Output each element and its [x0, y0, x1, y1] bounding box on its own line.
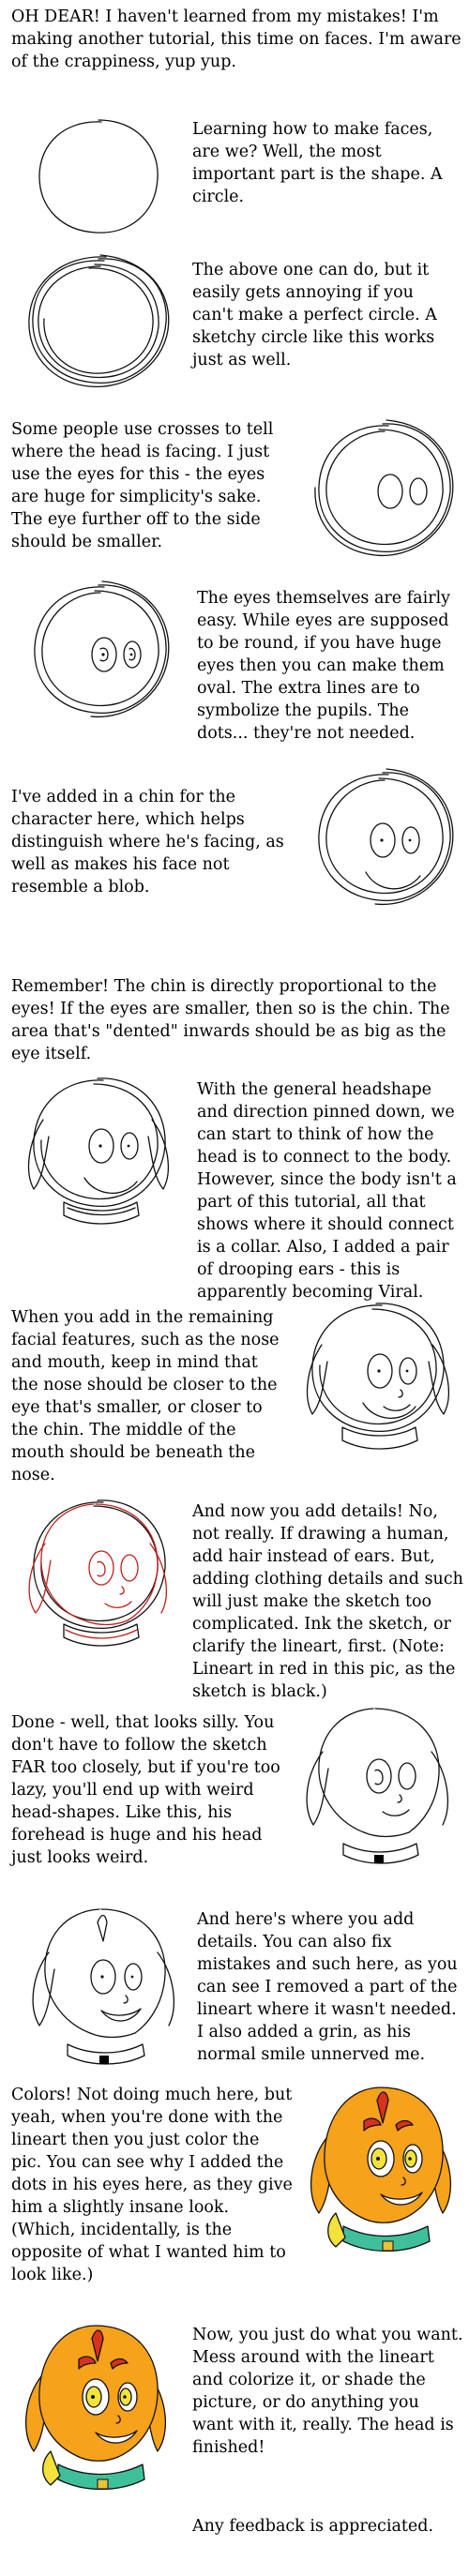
step-4-text: The eyes themselves are fairly easy. While eyes are supposed to be round, if you have huge eyes then you can make them oval. The extra lines are to symbolize the pupils. The dots... they're not needed. — [197, 589, 451, 743]
step-2-text: The above one can do, but it easily gets annoying if you can't make a perfect circle. A sketchy circle like this works just as well. — [192, 261, 437, 369]
step-10-text: Done - well, that looks silly. You don't have to follow the sketch FAR too closely, but if you're too lazy, you'll end up with weird head-shapes. Like this, his forehead is huge and his head just looks weird. — [11, 1713, 280, 1867]
colored-image — [298, 2072, 462, 2265]
step-11-text: And here's where you add details. You can also fix mistakes and such here, as you can see I removed a part of the lineart where it wasn't needed. I also added a grin, as his normal smile unnerved me. — [197, 1910, 458, 2064]
step-13-text: Now, you just do what you want. Mess around with the lineart and colorize it, or shade the picture, or do anything you want with it, really. The head is finished! — [192, 2326, 463, 2457]
intro-text: OH DEAR! I haven't learned from my mistakes! I'm making another tutorial, this time on faces. I'm aware of the crappiness, yup yup. — [11, 8, 461, 71]
sketchy-circle-image — [14, 246, 183, 396]
step-1-text: Learning how to make faces, are we? Well, the most important part is the shape. A circle. — [192, 120, 443, 206]
step-9-text: And now you add details! No, not really. If drawing a human, add hair instead of ears. But, adding clothing details and such will just make the sketch too complicated. Ink the sketch, or clarify the lineart, first. (Note: Lineart in red in this pic, as the sketch is black.) — [192, 1502, 463, 1701]
step-8-text: When you add in the remaining facial features, such as the nose and mouth, keep in mind that the nose should be closer to the eye that's smaller, or closer to the chin. The middle of the mouth should be beneath the nose. — [11, 1308, 280, 1484]
step-6-text: Remember! The chin is directly proportional to the eyes! If the eyes are smaller, then so is the chin. The area that's "dented" inwards should be as big as the eye itself. — [11, 977, 450, 1063]
details-image — [11, 1894, 189, 2091]
feedback-text: Any feedback is appreciated. — [192, 2517, 434, 2536]
collar-ears-image — [11, 1067, 185, 1245]
eye-detail-image — [14, 574, 183, 729]
chin-image — [300, 761, 464, 921]
step-7-text: With the general headshape and direction pinned down, we can start to think of how the head is to connect to the body. However, since the body isn't a part of this tutorial, all that shows where it should connect is a collar. Also, I added a pair of drooping ears - this is apparently becoming Viral. — [197, 1080, 457, 1302]
red-lineart-image — [11, 1489, 185, 1667]
sketch-circle-image — [28, 111, 169, 242]
final-image — [11, 2309, 185, 2515]
eye-placement-image — [300, 413, 464, 567]
nose-mouth-image — [286, 1292, 464, 1470]
step-3-text: Some people use crosses to tell where the head is facing. I just use the eyes for this - the eyes are huge for simplicity's sake. The eye further off to the side should be smaller. — [11, 420, 274, 551]
clean-lineart-image — [291, 1695, 464, 1883]
step-5-text: I've added in a chin for the character here, which helps distinguish where he's facing, as well as makes his face not resemble a blob. — [11, 788, 284, 896]
step-12-text: Colors! Not doing much here, but yeah, when you're done with the lineart then you just color the pic. You can see why I added the dots in his eyes here, as they give him a slightly insane look. (Which, incidentally, is the opposite of what I wanted him to look like.) — [11, 2086, 293, 2284]
